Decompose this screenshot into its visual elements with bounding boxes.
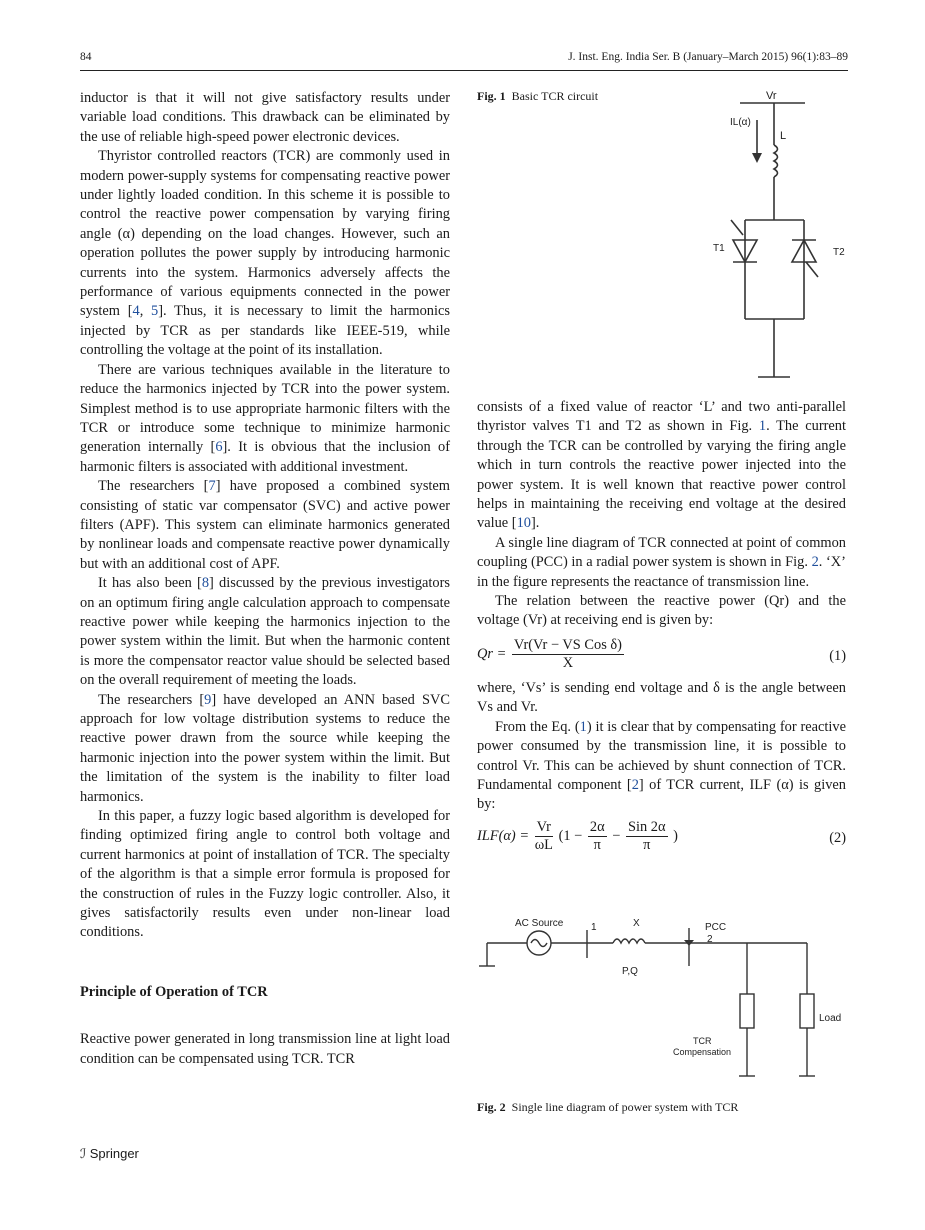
figure-link[interactable]: 2 bbox=[811, 554, 819, 571]
paragraph: In this paper, a fuzzy logic based algorithm is developed for finding optimized firing angle to control both voltage and current harmonics at point of installation of TCR. The specialty of the algorithm is that a simple error formula is proposed for the construction of rules in the Fuzzy logic controller. Also, it gives satisfactorily results even under non-linear load conditions. bbox=[80, 808, 450, 941]
citation-link[interactable]: 9 bbox=[204, 691, 212, 708]
equation-1: Qr = $\frac{\text{Vr(Vr − VS Cos δ)}}{X}$ (1) bbox=[477, 636, 846, 671]
svg-text:P,Q: P,Q bbox=[622, 966, 638, 977]
equation-2: ILF(α) = $\frac{Vr}{\omega L}$ (1 − $\frac{2\alpha}{\pi}$ − $\frac{\text{Sin 2α}}{\pi}$ ) (2) bbox=[477, 818, 846, 853]
svg-text:PCC: PCC bbox=[705, 922, 727, 933]
paragraph: Thyristor controlled reactors (TCR) are commonly used in modern power-supply systems for compensating reactive power under lightly loaded condition. In this scheme it is possible to control the reactive power compensation by varying firing angle (α) depending on the load changes. However, such an operation pollutes the power supply by introducing harmonic currents into the system. Harmonics adversely affects the performance of various equipments connected in the power system [4, 5]. Thus, it is necessary to limit the harmonics injected by TCR as per standards like IEEE-519, while controlling the voltage at the point of its installation. bbox=[80, 148, 450, 359]
paragraph: The researchers [7] have proposed a combined system consisting of static var compensator (SVC) and active power filters (APF). This system can eliminate harmonics generated by nonlinear loads and compensate reactive power dynamically but with an additional cost of APF. bbox=[80, 478, 451, 572]
figure-link[interactable]: 1 bbox=[758, 418, 767, 435]
citation-link[interactable]: 7 bbox=[208, 478, 216, 495]
svg-text:1: 1 bbox=[591, 922, 597, 933]
section-heading: Principle of Operation of TCR bbox=[80, 983, 268, 1000]
line-reactance-x bbox=[613, 939, 645, 943]
left-column bbox=[80, 89, 450, 1069]
citation-link[interactable]: 5 bbox=[151, 303, 159, 320]
springer-logo-icon: ℐ bbox=[80, 1146, 87, 1161]
header-rule bbox=[80, 70, 848, 71]
svg-text:L: L bbox=[780, 130, 787, 142]
paragraph: inductor is that it will not give satisfactory results under variable load conditions. This drawback can be eliminated by the use of reliable high-speed power electronic devices. bbox=[80, 90, 450, 145]
svg-text:2: 2 bbox=[707, 934, 713, 945]
equation-number: (1) bbox=[829, 647, 846, 664]
page-number: 84 bbox=[80, 51, 92, 63]
citation-link[interactable]: 6 bbox=[215, 439, 223, 456]
paragraph: The relation between the reactive power (Qr) and the voltage (Vr) at receiving end is given by: bbox=[477, 593, 846, 629]
figure-label: Fig. 2 bbox=[477, 1100, 506, 1114]
figure-1-tcr-circuit bbox=[700, 85, 860, 385]
svg-text:T1: T1 bbox=[713, 243, 725, 254]
journal-header: J. Inst. Eng. India Ser. B (January–March 2015) 96(1):83–89 bbox=[568, 51, 848, 63]
svg-text:T2: T2 bbox=[833, 247, 845, 258]
equation-number: (2) bbox=[829, 829, 846, 846]
inductor-l bbox=[774, 145, 778, 177]
figure-1-caption: Fig. 1 Basic TCR circuit bbox=[477, 89, 599, 103]
paragraph: A single line diagram of TCR connected at point of common coupling (PCC) in a radial power system is shown in Fig. 2. ‘X’ in the figure represents the reactance of transmission line. bbox=[477, 534, 846, 590]
tcr-block bbox=[740, 994, 754, 1028]
svg-text:Compensation: Compensation bbox=[673, 1047, 732, 1057]
right-column bbox=[477, 398, 846, 861]
paragraph: From the Eq. (1) it is clear that by compensating for reactive power consumed by the transmission line, it is possible to control Vr. This can be achieved by shunt connection of TCR. Fundamental component [2] of TCR current, ILF (α) is given by: bbox=[477, 718, 846, 813]
figure-2-single-line-diagram bbox=[477, 908, 847, 1088]
svg-text:X: X bbox=[633, 918, 640, 929]
svg-text:Vr: Vr bbox=[766, 90, 777, 102]
svg-text:Load: Load bbox=[819, 1013, 842, 1024]
svg-text:AC Source: AC Source bbox=[515, 918, 564, 929]
citation-link[interactable]: 8 bbox=[201, 575, 210, 592]
figure-label: Fig. 1 bbox=[477, 89, 506, 103]
load-block bbox=[800, 994, 814, 1028]
paragraph: There are various techniques available in the literature to reduce the harmonics injected by TCR into the power system. Simplest method is to use appropriate harmonic filters with the TCR or introduce some technique to minimize harmonic generation internally [6]. It is obvious that the inclusion of harmonic filters is associated with additional investment. bbox=[80, 361, 450, 475]
citation-link[interactable]: 10 bbox=[516, 515, 531, 532]
paragraph: consists of a fixed value of reactor ‘L’ and two anti-parallel thyristor valves T1 and T2 as shown in Fig. 1. The current through the TCR can be controlled by varying the firing angle which in turn controls the reactive power injected into the power system. It is well known that reactive power control helps in maintaining the receiving end voltage at the desired value [10]. bbox=[477, 399, 846, 532]
svg-text:TCR: TCR bbox=[693, 1036, 712, 1046]
paragraph: It has also been [8] discussed by the previous investigators on an optimum firing angle calculation approach to compensate reactive power while keeping the harmonics injection to the power system within the limit. But when the harmonic content is more the compensator reactor value should be selected based on the overall requirement of meeting the loads. bbox=[80, 575, 450, 689]
paragraph: The researchers [9] have developed an ANN based SVC approach for low voltage distribution systems to reduce the reactive power drawn from the source while keeping the harmonic injection into the power system within the limit. But the limitation of the system is the inability to filter load harmonics. bbox=[80, 691, 450, 805]
paragraph: Reactive power generated in long transmission line at light load condition can be compensated using TCR. TCR bbox=[80, 1031, 450, 1067]
figure-2-caption: Fig. 2 Single line diagram of power system with TCR bbox=[477, 1100, 739, 1114]
equation-link[interactable]: 1 bbox=[579, 718, 587, 735]
footer bbox=[80, 1146, 139, 1162]
paragraph: where, ‘Vs’ is sending end voltage and δ is the angle between Vs and Vr. bbox=[477, 679, 846, 716]
publisher-name: Springer bbox=[89, 1146, 139, 1161]
citation-link[interactable]: 4 bbox=[132, 303, 140, 320]
svg-text:IL(α): IL(α) bbox=[730, 117, 751, 128]
citation-link[interactable]: 2 bbox=[631, 776, 639, 793]
